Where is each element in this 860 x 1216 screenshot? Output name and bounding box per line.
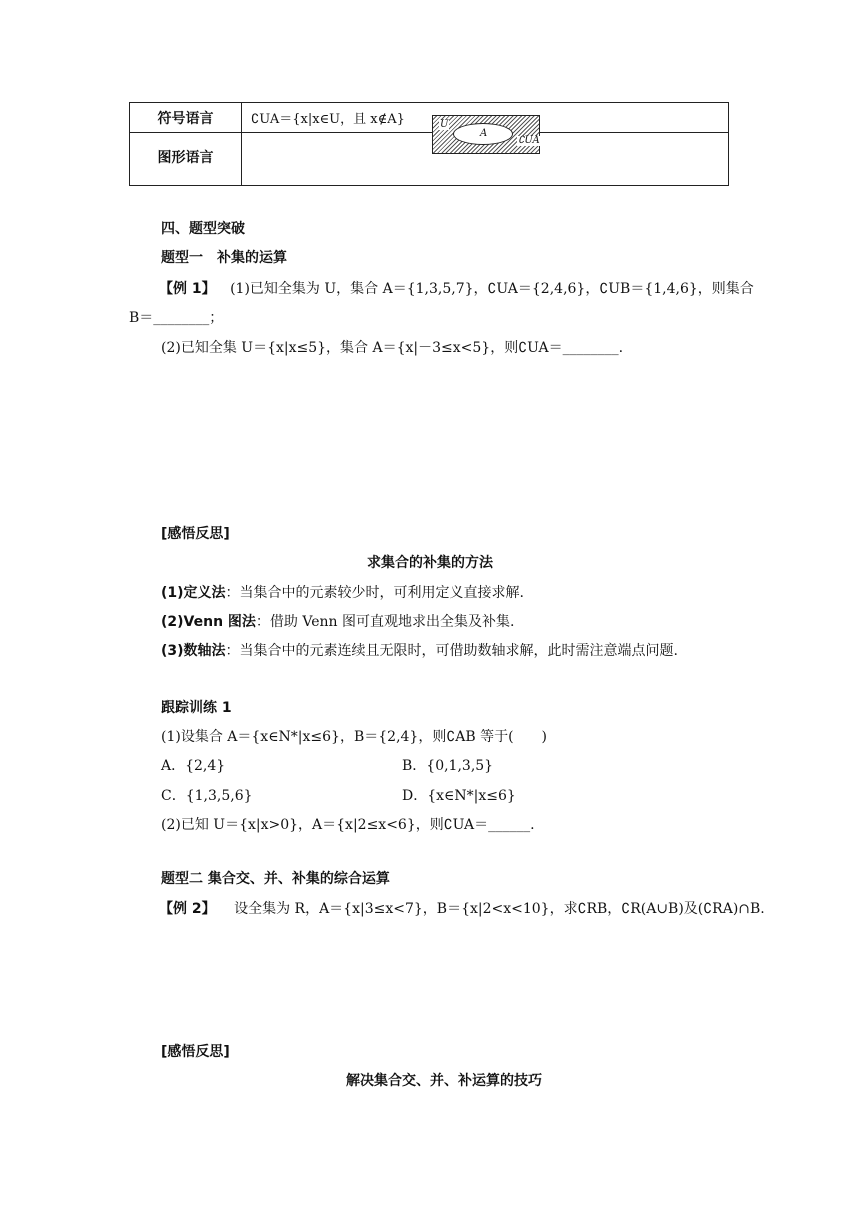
- type1-title: 题型一 补集的运算: [161, 250, 287, 266]
- table-row-divider: [130, 132, 728, 133]
- venn-diagram: [432, 115, 540, 154]
- reflection-tag: [感悟反思]: [161, 526, 230, 542]
- method-head: (1)定义法: [161, 585, 226, 601]
- reflection-title: 求集合的补集的方法: [367, 555, 493, 571]
- venn-set-a-label: A: [480, 128, 488, 139]
- method-head: (2)Venn 图法: [161, 614, 256, 630]
- example1-line1: [159, 278, 754, 298]
- method-head: (3)数轴法: [161, 643, 226, 659]
- method-item: [161, 611, 514, 631]
- example2-tag: 【例 2】: [159, 901, 216, 917]
- option-c: C．{1,3,5,6}: [161, 788, 253, 804]
- option-d: D．{x∈N*|x≤6}: [402, 788, 516, 804]
- training-question-1: (1)设集合 A＝{x∈N*|x≤6}，B＝{2,4}，则∁AB 等于( ): [161, 729, 548, 745]
- method-item: [161, 640, 678, 660]
- graphic-language-label: 图形语言: [157, 150, 214, 166]
- option-a: A．{2,4}: [161, 758, 226, 774]
- training-title: 跟踪训练 1: [161, 700, 232, 716]
- reflection2-tag: [感悟反思]: [161, 1044, 230, 1060]
- example1-tag: 【例 1】: [159, 281, 216, 297]
- method-body: ：当集合中的元素连续且无限时，可借助数轴求解，此时需注意端点问题.: [225, 643, 678, 659]
- training-question-2: (2)已知 U＝{x|x>0}，A＝{x|2≤x<6}，则∁UA＝______.: [161, 817, 535, 833]
- method-item: [161, 582, 524, 602]
- reflection2-title: 解决集合交、并、补运算的技巧: [346, 1073, 542, 1089]
- venn-universe-label: U: [440, 119, 449, 130]
- type2-title: 题型二 集合交、并、补集的综合运算: [161, 871, 390, 887]
- method-body: ：借助 Venn 图可直观地求出全集及补集.: [255, 614, 515, 630]
- symbol-language-content: ∁UA＝{x|x∈U，且 x∉A}: [251, 112, 405, 127]
- definition-table: [129, 102, 729, 186]
- example1-line3: (2)已知全集 U＝{x|x≤5}，集合 A＝{x|－3≤x<5}，则∁UA＝________.: [161, 340, 624, 356]
- method-body: ：当集合中的元素较少时，可利用定义直接求解.: [225, 585, 524, 601]
- venn-complement-label: ∁UA: [518, 135, 540, 146]
- table-column-divider: [241, 103, 242, 185]
- section-title: 四、题型突破: [161, 221, 245, 237]
- example1-text: (1)已知全集为 U，集合 A＝{1,3,5,7}，∁UA＝{2,4,6}，∁UB＝{1,4,6}，则集合: [230, 281, 754, 297]
- example2-text: 设全集为 R，A＝{x|3≤x<7}，B＝{x|2<x<10}，求∁RB，∁R(A∪B)及(∁RA)∩B.: [234, 901, 765, 917]
- symbol-language-label: 符号语言: [157, 111, 214, 127]
- option-b: B．{0,1,3,5}: [402, 758, 494, 774]
- example1-line2: B＝________；: [129, 310, 224, 326]
- example2-line: [159, 898, 765, 918]
